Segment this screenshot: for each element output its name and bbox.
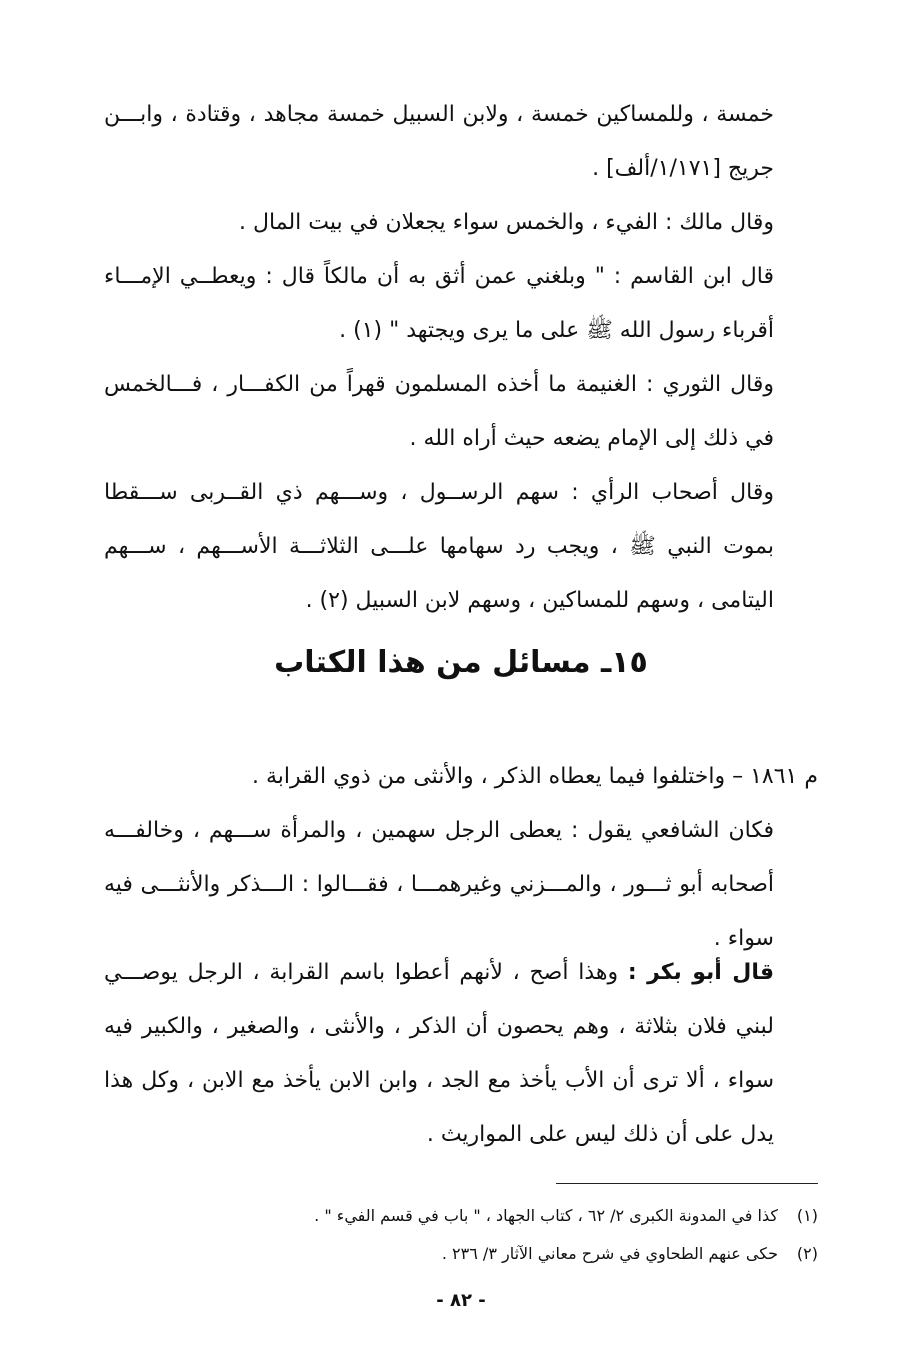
paragraph-abu-bakr — [104, 946, 774, 1162]
footnote-2-number: (٢) — [796, 1244, 818, 1263]
issue-1861: م ١٨٦١ – واختلفوا فيما يعطاه الذكر ، والأنثى من ذوي القرابة . — [251, 764, 818, 789]
paragraph-malik: وقال مالك : الفيء ، والخمس سواء يجعلان في بيت المال . — [239, 210, 774, 235]
abu-bakr-label: قال أبو بكر : — [627, 960, 774, 985]
section-heading: ١٥ـ مسائل من هذا الكتاب — [274, 645, 648, 680]
footnote-1-text: كذا في المدونة الكبرى ٢/ ٦٢ ، كتاب الجهاد ، " باب في قسم الفيء " . — [314, 1206, 778, 1225]
footnote-2 — [442, 1244, 818, 1263]
page-number: - ٨٢ - — [436, 1290, 486, 1311]
paragraph-ibn-qasim: قال ابن القاسم : " وبلغني عمن أثق به أن مالكاً قال : ويعطــي الإمـــاء أقرباء رسول الله ﷺ على ما يرى ويجتهد " (١) . — [104, 264, 774, 343]
footnote-2-text: حكى عنهم الطحاوي في شرح معاني الآثار ٣/ ٢٣٦ . — [441, 1244, 778, 1263]
footnote-divider — [556, 1183, 818, 1184]
paragraph-shafii: فكان الشافعي يقول : يعطى الرجل سهمين ، والمرأة ســـهم ، وخالفـــه أصحابه أبو ثـــور ، والمـــزني وغيرهمـــا ، فقـــالوا : الـــذكر والأنثـــى فيه سواء . — [104, 818, 774, 951]
paragraph-thawri: وقال الثوري : الغنيمة ما أخذه المسلمون قهراً من الكفـــار ، فـــالخمس في ذلك إلى الإمام يضعه حيث أراه الله . — [104, 372, 774, 451]
footnote-1 — [314, 1206, 818, 1225]
footnote-1-number: (١) — [796, 1206, 818, 1225]
abu-bakr-text: وهذا أصح ، لأنهم أعطوا باسم القرابة ، الرجل يوصـــي لبني فلان بثلاثة ، وهم يحصون أن الذكر ، والأنثى ، والصغير ، والكبير فيه سواء ، ألا ترى أن الأب يأخذ مع الجد ، وابن الابن يأخذ مع الابن ، وكل هذا يدل على أن ذلك ليس على المواريث . — [104, 960, 774, 1147]
paragraph-ashab-al-ray: وقال أصحاب الرأي : سهم الرســول ، وســـهم ذي القــربى ســـقطا بموت النبي ﷺ ، ويجب رد سهامها علـــى الثلاثـــة الأســـهم ، ســـهم اليتامى ، وسهم للمساكين ، وسهم لابن السبيل (٢) . — [104, 480, 774, 613]
paragraph-khums-shares: خمسة ، وللمساكين خمسة ، ولابن السبيل خمسة مجاهد ، وقتادة ، وابـــن جريج [١/١٧١/ألف] . — [104, 102, 774, 181]
